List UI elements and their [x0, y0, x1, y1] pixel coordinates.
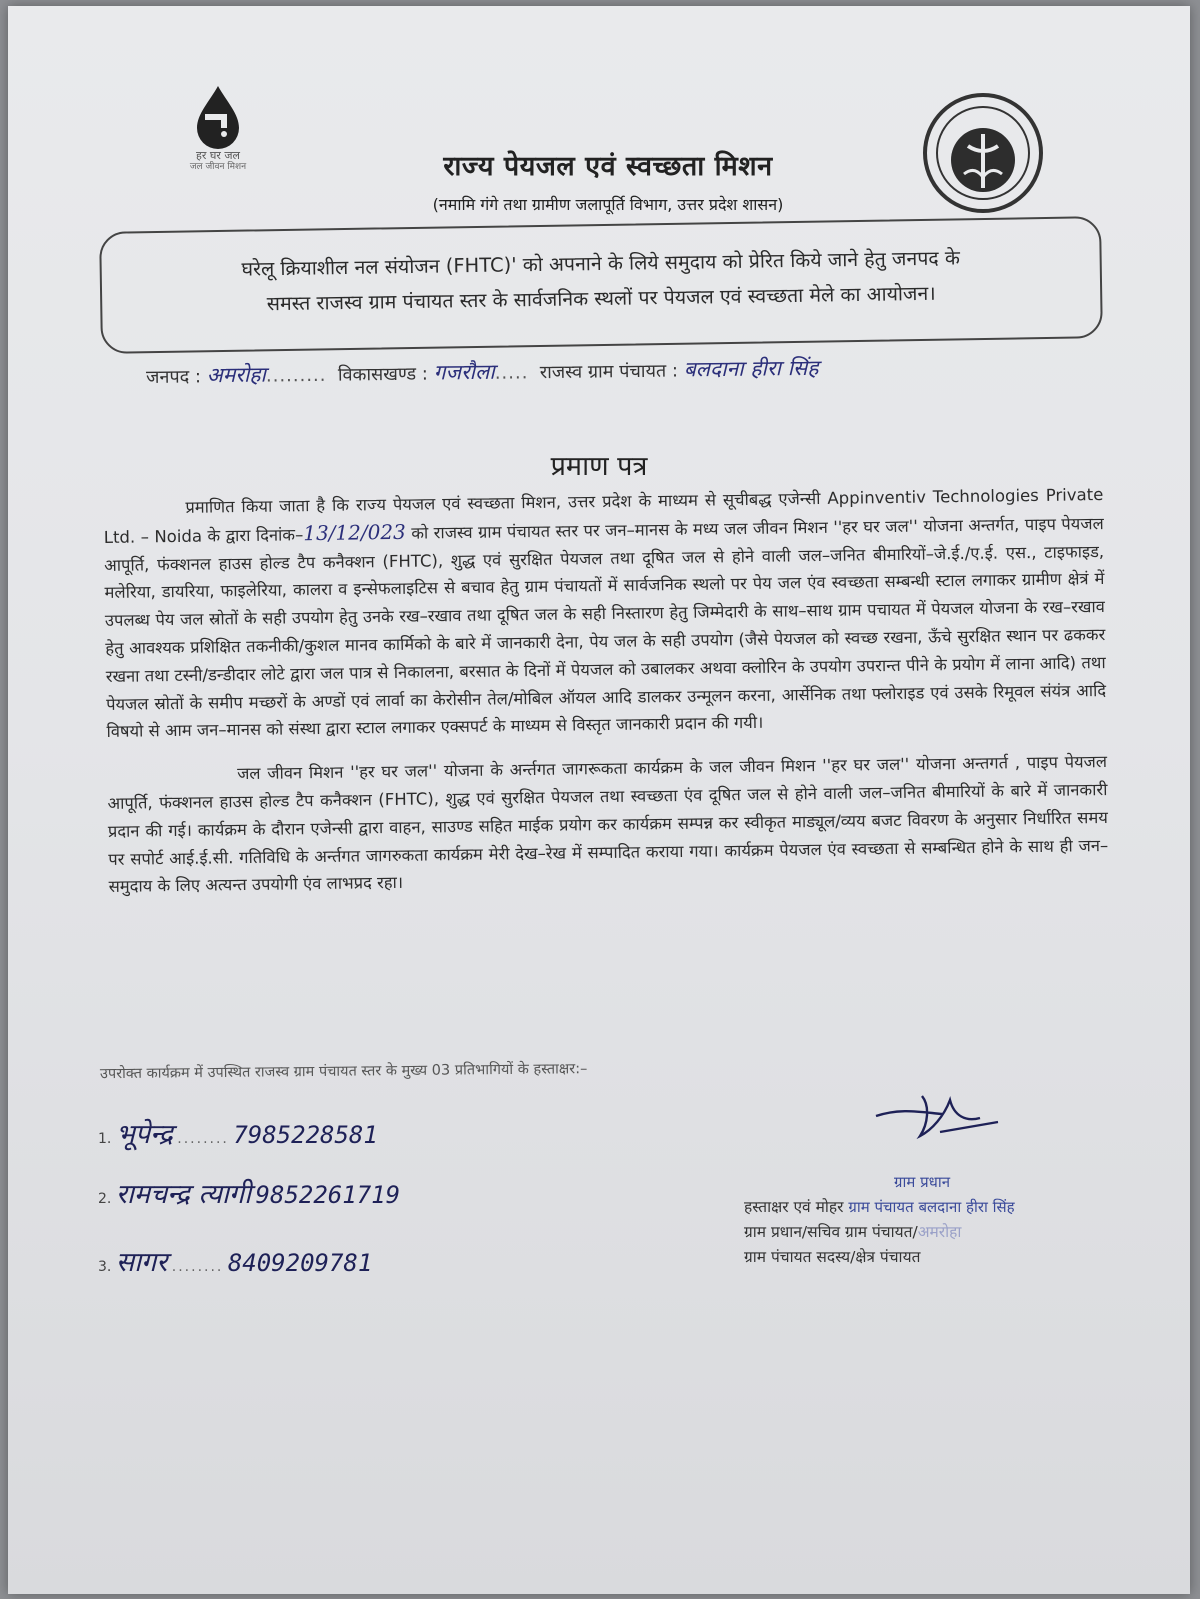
water-drop-tap-icon	[191, 84, 245, 150]
participant-row-2	[98, 1174, 400, 1211]
p1-before-date: प्रमाणित किया जाता है कि राज्य पेयजल एवं स्वच्छता मिशन, उत्तर प्रदेश के माध्यम से सूचीबद्ध एजेन्सी Appinventiv Technologies Private Ltd. – Noida के द्वारा दिनांक–	[103, 485, 1104, 547]
banner-line1: घरेलू क्रियाशील नल संयोजन (FHTC)' को अपनाने के लिये समुदाय को प्रेरित किये जाने हेतु जनपद के	[241, 246, 961, 281]
participant-signature: सागर	[115, 1247, 168, 1278]
participant-dots: ........	[171, 1259, 224, 1275]
har-ghar-jal-logo	[168, 84, 268, 173]
participant-phone: 8409209781	[227, 1249, 373, 1277]
signatory-line-1	[744, 1195, 1104, 1220]
event-banner	[99, 216, 1103, 354]
district-value: अमरोहा	[206, 362, 267, 388]
mission-title: राज्य पेयजल एवं स्वच्छता मिशन	[443, 151, 773, 182]
banner-line2: समस्त राजस्व ग्राम पंचायत स्तर के सार्वजनिक स्थलों पर पेयजल एवं स्वच्छता मेले का आयोजन।	[266, 281, 936, 316]
panchayat-value: बलदाना हीरा सिंह	[683, 355, 819, 382]
location-fields	[146, 350, 1126, 390]
stamp-line-3: अमरोहा	[917, 1223, 962, 1241]
p1-after-date: को राजस्व ग्राम पंचायत स्तर पर जन–मानस के मध्य जल जीवन मिशन ''हर घर जल'' योजना अन्तर्गत, पाइप पेयजल आपूर्ति, फंक्शनल हाउस होल्ड टैप कनैक्शन (FHTC), शुद्ध एवं सुरक्षित पेयजल तथा दूषित जल से होने वाली जल–जनित बीमारियों–जे.ई./ए.ई. एस., टाइफाइड, मलेरिया, डायरिया, फाइलेरिया, कालरा व इन्सेफलाइटिस से बचाव हेतु ग्राम पंचायतों में सार्वजनिक स्थलो पर पेय जल एंव स्वच्छता सम्बन्धी स्टाल लगाकर ग्रामीण क्षेत्रं में उपलब्ध पेय जल स्रोतों के सही उपयोग हेतु उनके रख–रखाव तथा दूषित जल के सही निस्तारण हेतु जिम्मेदारी के साथ–साथ ग्राम पचायत में पेयजल योजना के रख–रखाव हेतु आवश्यक प्रशिक्षित तकनीकी/कुशल मानव कार्मिको के बारे में जानकारी देना, पेय जल के सही उपयोग (जैसे पेयजल को स्वच्छ रखना, ऊँचे सुरक्षित स्थान पर ढककर रखना तथा टस्नी/डन्डीदार लोटे द्वारा जल पात्र से निकालना, बरसात के दिनों में पेयजल को उबालकर अथवा क्लोरिन के उपयोग उपरान्त पीने के प्रयोग में लाना आदि) तथा पेयजल स्रोतों के समीप मच्छरों के अण्डों एवं लार्वा का केरोसीन तेल/मोबिल ऑयल आदि डालकर उन्मूलन करना, आर्सेनिक तथा फ्लोराइड एवं उसके रिमूवल संयंत्र आदि विषयो से आम जन–मानस को संस्था द्वारा स्टाल लगाकर एक्सपर्ट के माध्यम से विस्तृत जानकारी प्रदान की गयी।	[104, 513, 1107, 742]
participants-intro: उपरोक्त कार्यक्रम में उपस्थित राजस्व ग्राम पंचायत स्तर के मुख्य 03 प्रतिभागियों के हस्ताक्षर:–	[99, 1061, 588, 1083]
block-label: विकासखण्ड :	[337, 363, 429, 386]
logo-line2: जल जीवन मिशन	[189, 162, 247, 172]
stamp-line-2: ग्राम पंचायत बलदाना हीरा सिंह	[848, 1198, 1015, 1216]
signatory-block	[744, 1170, 1104, 1270]
participant-no: 2.	[98, 1191, 112, 1207]
certificate-page	[8, 6, 1190, 1594]
seal-emblem-icon	[920, 90, 1046, 216]
participant-signature: रामचन्द्र त्यागी	[115, 1179, 252, 1210]
block-value: गजरौला	[433, 359, 495, 385]
participant-signature: भूपेन्द्र	[115, 1119, 173, 1150]
signatory-line-3: ग्राम पंचायत सदस्य/क्षेत्र पंचायत	[744, 1248, 921, 1266]
event-date: 13/12/023	[303, 519, 406, 546]
district-dots: .........	[265, 364, 327, 387]
pradhan-signature	[870, 1086, 1010, 1156]
participant-dots: ........	[177, 1131, 229, 1147]
district-label: जनपद :	[145, 366, 202, 388]
participant-no: 1.	[98, 1131, 112, 1147]
sign-and-seal-label: हस्ताक्षर एवं मोहर	[744, 1198, 844, 1216]
participant-no: 3.	[98, 1259, 112, 1275]
panchayat-label: राजस्व ग्राम पंचायत :	[539, 360, 679, 384]
participant-phone: 7985228581	[233, 1121, 378, 1149]
participant-row-3	[98, 1242, 372, 1279]
up-govt-seal	[920, 90, 1046, 216]
logo-line1: हर घर जल	[196, 149, 240, 162]
designation-label: ग्राम प्रधान/सचिव ग्राम पंचायत/	[744, 1223, 918, 1241]
paragraph-1	[103, 481, 1106, 746]
paragraph-2: जल जीवन मिशन ''हर घर जल'' योजना के अर्न्तगत जागरूकता कार्यक्रम के जल जीवन मिशन ''हर घर जल'' योजना अन्तगर्त , पाइप पेयजल आपूर्ति, फंक्शनल हाउस होल्ड टैप कनैक्शन (FHTC), शुद्ध एवं सुरक्षित पेयजल तथा स्वच्छता एंव दूषित जल से होने वाली जल–जनित बीमारियों के बारे में जानकारी प्रदान की गई। कार्यक्रम के दौरान एजेन्सी द्वारा वाहन, साउण्ड सहित माईक प्रयोग कर कार्यक्रम सम्पन्न कर स्वीकृत माड्यूल/व्यय बजट विवरण के अनुसार निर्धारित समय पर सपोर्ट आई.ई.सी. गतिविधि के अर्न्तगत जागरुकता कार्यक्रम मेरी देख–रेख में सम्पादित कराया गया। कार्यक्रम पेयजल एंव स्वच्छता से सम्बन्धित होने के साथ ही जन–समुदाय के लिए अत्यन्त उपयोगी एंव लाभप्रद रहा।	[107, 752, 1109, 897]
participant-row-1	[98, 1114, 378, 1151]
certificate-title: प्रमाण पत्र	[550, 451, 648, 482]
document-header	[308, 146, 908, 215]
stamp-line-1: ग्राम प्रधान	[894, 1173, 951, 1191]
certificate-body	[103, 481, 1109, 901]
department-subtitle: (नमामि गंगे तथा ग्रामीण जलापूर्ति विभाग, उत्तर प्रदेश शासन)	[432, 195, 784, 214]
participant-phone: 9852261719	[255, 1181, 401, 1209]
block-dots: .....	[494, 362, 529, 384]
signatory-line-2	[744, 1220, 1104, 1245]
